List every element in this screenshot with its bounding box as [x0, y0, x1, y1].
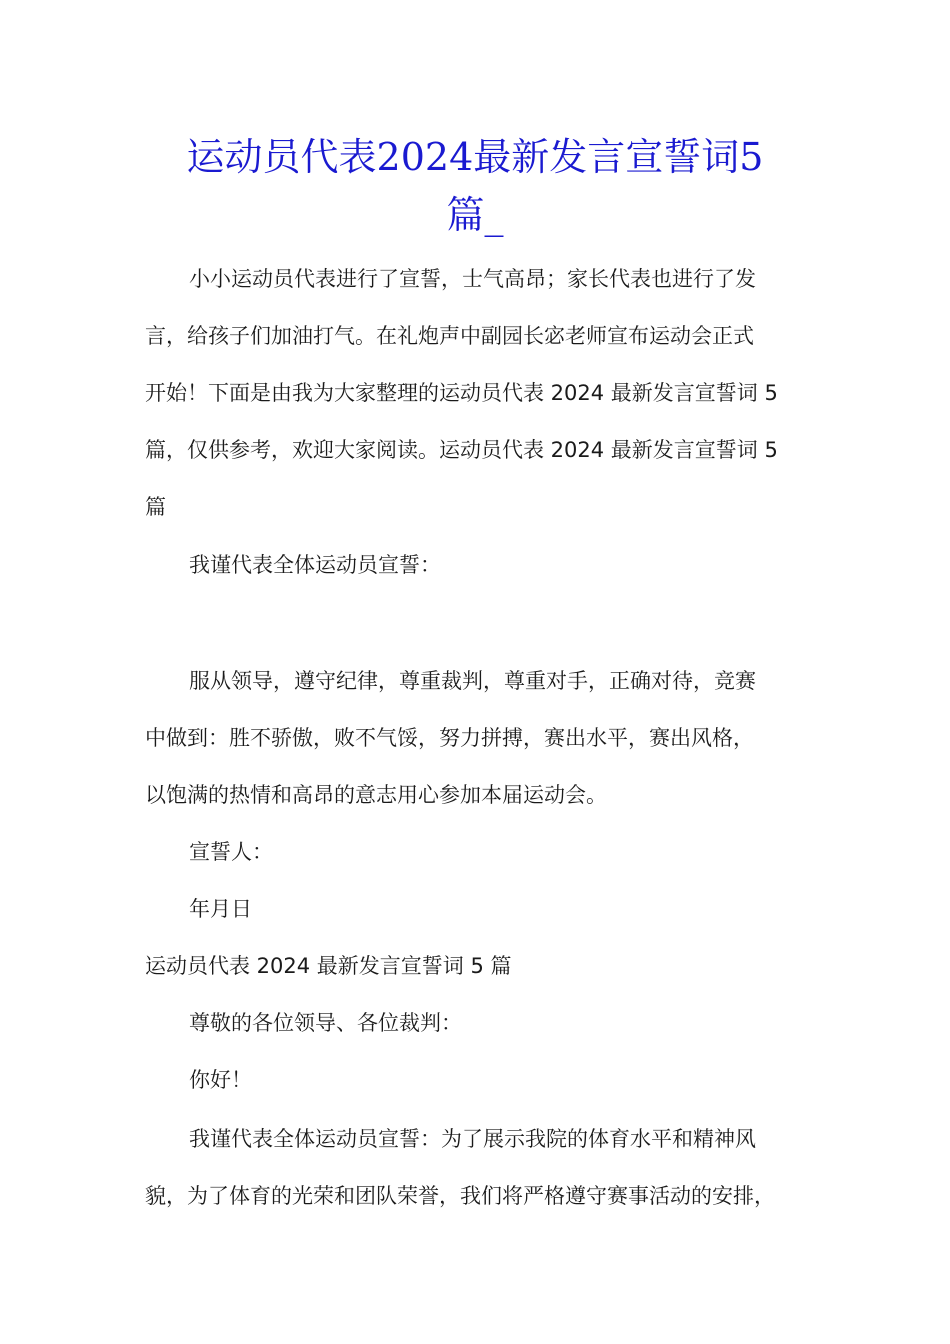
greeting-text: 你好！ [189, 1068, 252, 1092]
signer-text: 宣誓人： [189, 840, 273, 864]
salutation [189, 995, 817, 1052]
speech-line: 貌，为了体育的光荣和团队荣誉，我们将严格遵守赛事活动的安排， [145, 1184, 775, 1208]
document-title [140, 128, 810, 244]
section-heading-text: 运动员代表 2024 最新发言宣誓词 5 篇 [145, 954, 512, 978]
date-line [189, 881, 817, 938]
date-text: 年月日 [189, 897, 252, 921]
oath-intro-text: 我谨代表全体运动员宣誓： [189, 553, 441, 577]
intro-line: 小小运动员代表进行了宣誓，士气高昂；家长代表也进行了发 [189, 267, 756, 291]
intro-line: 篇，仅供参考，欢迎大家阅读。运动员代表 2024 最新发言宣誓词 5 [145, 438, 778, 462]
oath-intro [189, 537, 817, 594]
oath-paragraph [145, 653, 817, 824]
speech-line: 我谨代表全体运动员宣誓：为了展示我院的体育水平和精神风 [189, 1127, 756, 1151]
speech-paragraph [145, 1111, 817, 1225]
salutation-text: 尊敬的各位领导、各位裁判： [189, 1011, 462, 1035]
section-heading [145, 938, 817, 995]
signer-line [189, 824, 817, 881]
intro-line: 开始！下面是由我为大家整理的运动员代表 2024 最新发言宣誓词 5 [145, 381, 778, 405]
title-line-2: 篇_ [446, 193, 504, 237]
intro-line: 篇 [145, 495, 166, 519]
greeting [189, 1052, 817, 1109]
oath-line: 服从领导，遵守纪律，尊重裁判，尊重对手，正确对待，竞赛 [189, 669, 756, 693]
oath-line: 以饱满的热情和高昂的意志用心参加本届运动会。 [145, 783, 607, 807]
intro-paragraph [145, 251, 817, 536]
title-line-1: 运动员代表2024最新发言宣誓词5 [186, 135, 764, 179]
intro-line: 言，给孩子们加油打气。在礼炮声中副园长宓老师宣布运动会正式 [145, 324, 754, 348]
oath-line: 中做到：胜不骄傲，败不气馁，努力拼搏，赛出水平，赛出风格， [145, 726, 754, 750]
